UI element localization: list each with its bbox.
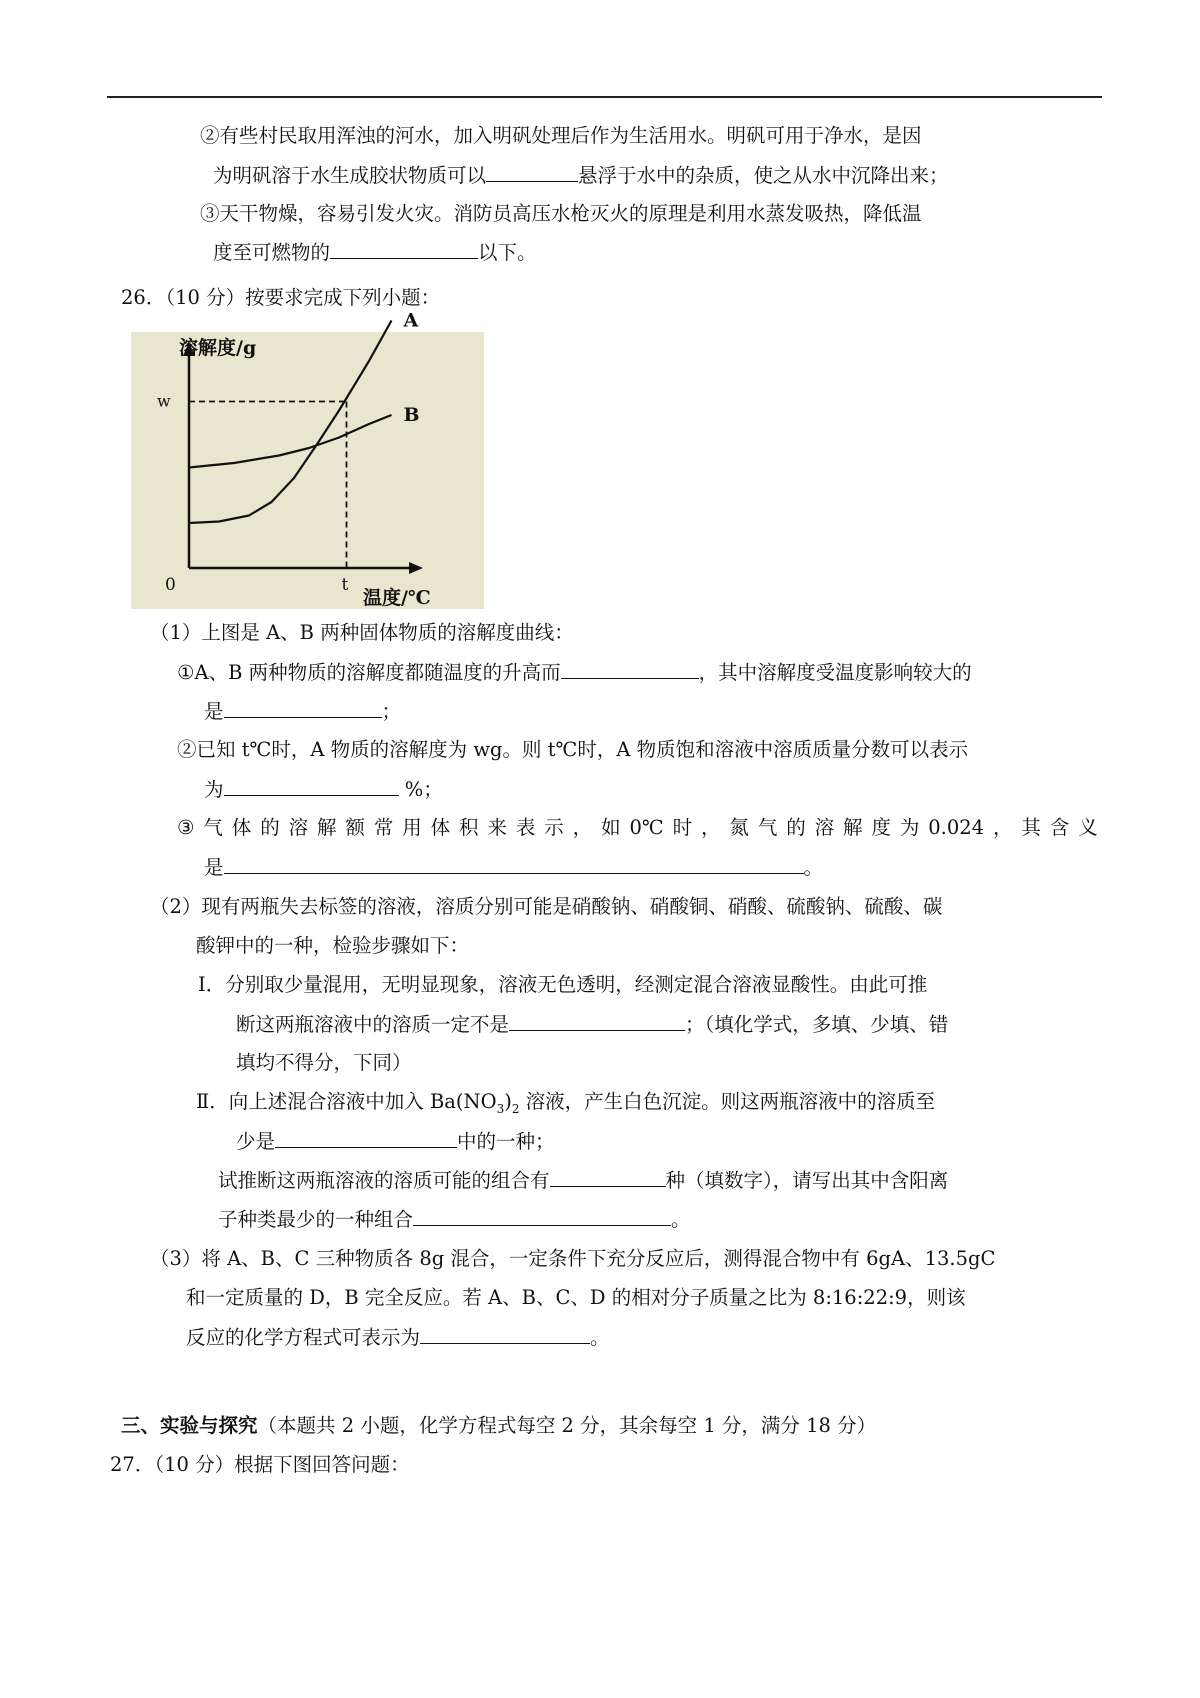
q25-line-4: 度至可燃物的 以下。 (213, 238, 537, 267)
x-tick-label-t: t (341, 575, 349, 595)
q26-p3-line-1: （3）将 A、B、C 三种物质各 8g 混合，一定条件下充分反应后，测得混合物中有 6gA、13.5gC (150, 1247, 996, 1270)
x-axis-arrow (409, 562, 423, 574)
q26-p2-step-II: Ⅱ．向上述混合溶液中加入 $Ba(NO_3)_2$ 溶液，产生白色沉淀。则这两瓶溶液中的溶质至 (196, 1090, 936, 1116)
q26-p1-item2: ②已知 t℃时，A 物质的溶解度为 wg。则 t℃时，A 物质饱和溶液中溶质质量分数可以表示 (177, 738, 969, 761)
answer-blank[interactable] (330, 238, 478, 259)
q26-p2-infer: 试推断这两瓶溶液的溶质可能的组合有 种（填数字），请写出其中含阳离 (218, 1166, 948, 1195)
y-tick-label-w: w (157, 391, 171, 411)
top-rule (107, 96, 1102, 98)
solubility-chart-svg (131, 309, 484, 609)
q25-line-1: ②有些村民取用浑浊的河水，加入明矾处理后作为生活用水。明矾可用于净水，是因 (200, 124, 922, 147)
section-3-heading (121, 1412, 876, 1440)
answer-blank[interactable] (224, 697, 382, 718)
q25-line-2: 为明矾溶于水生成胶状物质可以 悬浮于水中的杂质，使之从水中沉降出来； (213, 161, 949, 190)
curve-b (189, 415, 392, 468)
answer-blank[interactable] (420, 1323, 590, 1344)
q26-p1-item1-cont: 是 ； (204, 697, 401, 726)
q26-p1-intro: （1）上图是 A、B 两种固体物质的溶解度曲线： (150, 621, 574, 644)
answer-blank[interactable] (509, 1010, 685, 1031)
y-axis-label: 溶解度/g (179, 337, 257, 359)
q27-heading: 27．（10 分）根据下图回答问题： (110, 1453, 410, 1476)
q26-p1-item1: ①A、B 两种物质的溶解度都随温度的升高而 ，其中溶解度受温度影响较大的 (177, 658, 972, 687)
q26-p2-step-I: Ⅰ．分别取少量混用，无明显现象，溶液无色透明，经测定混合溶液显酸性。由此可推 (198, 973, 928, 996)
q26-p1-item3: ③ 气 体 的 溶 解 额 常 用 体 积 来 表 示 ， 如 0℃ 时 ， 氮 气 的 溶 解 度 为 0.024 ， 其 含 义 (177, 816, 1098, 839)
x-axis-label: 温度/℃ (363, 587, 431, 609)
answer-blank[interactable] (550, 1166, 666, 1187)
q26-p2-infer-cont: 子种类最少的一种组合 。 (218, 1205, 691, 1234)
q26-p3-line-3: 反应的化学方程式可表示为 。 (186, 1323, 610, 1352)
series-label-b: B (403, 404, 420, 426)
answer-blank[interactable] (561, 658, 699, 679)
solubility-chart (131, 309, 484, 609)
origin-label: 0 (165, 575, 176, 595)
series-label-a: A (403, 309, 419, 332)
q26-p2-line-2: 酸钾中的一种，检验步骤如下： (196, 934, 470, 957)
q26-p2-step-II-cont: 少是 中的一种； (236, 1127, 555, 1156)
answer-blank[interactable] (275, 1127, 457, 1148)
section-3-note: （本题共 2 小题，化学方程式每空 2 分，其余每空 1 分，满分 18 分） (257, 1414, 877, 1437)
answer-blank[interactable] (486, 161, 578, 182)
section-3-title: 三、实验与探究 (121, 1414, 258, 1437)
q26-p3-line-2: 和一定质量的 D，B 完全反应。若 A、B、C、D 的相对分子质量之比为 8:16:22:9，则该 (186, 1286, 966, 1309)
q26-heading: 26．（10 分）按要求完成下列小题： (121, 286, 441, 309)
q26-p1-item2-cont: 为 %； (204, 775, 443, 804)
q26-p2-line-1: （2）现有两瓶失去标签的溶液，溶质分别可能是硝酸钠、硝酸铜、硝酸、硫酸钠、硫酸、碳 (150, 895, 943, 918)
q26-p1-item3-cont: 是 。 (204, 853, 823, 882)
q26-p2-step-I-cont: 断这两瓶溶液中的溶质一定不是 ；（填化学式，多填、少填、错 (236, 1010, 948, 1039)
answer-blank[interactable] (224, 853, 804, 874)
q25-line-3: ③天干物燥，容易引发火灾。消防员高压水枪灭火的原理是利用水蒸发吸热，降低温 (200, 202, 922, 225)
answer-blank[interactable] (413, 1205, 671, 1226)
answer-blank[interactable] (224, 775, 399, 796)
q26-p2-step-I-note: 填均不得分，下同） (236, 1051, 412, 1074)
